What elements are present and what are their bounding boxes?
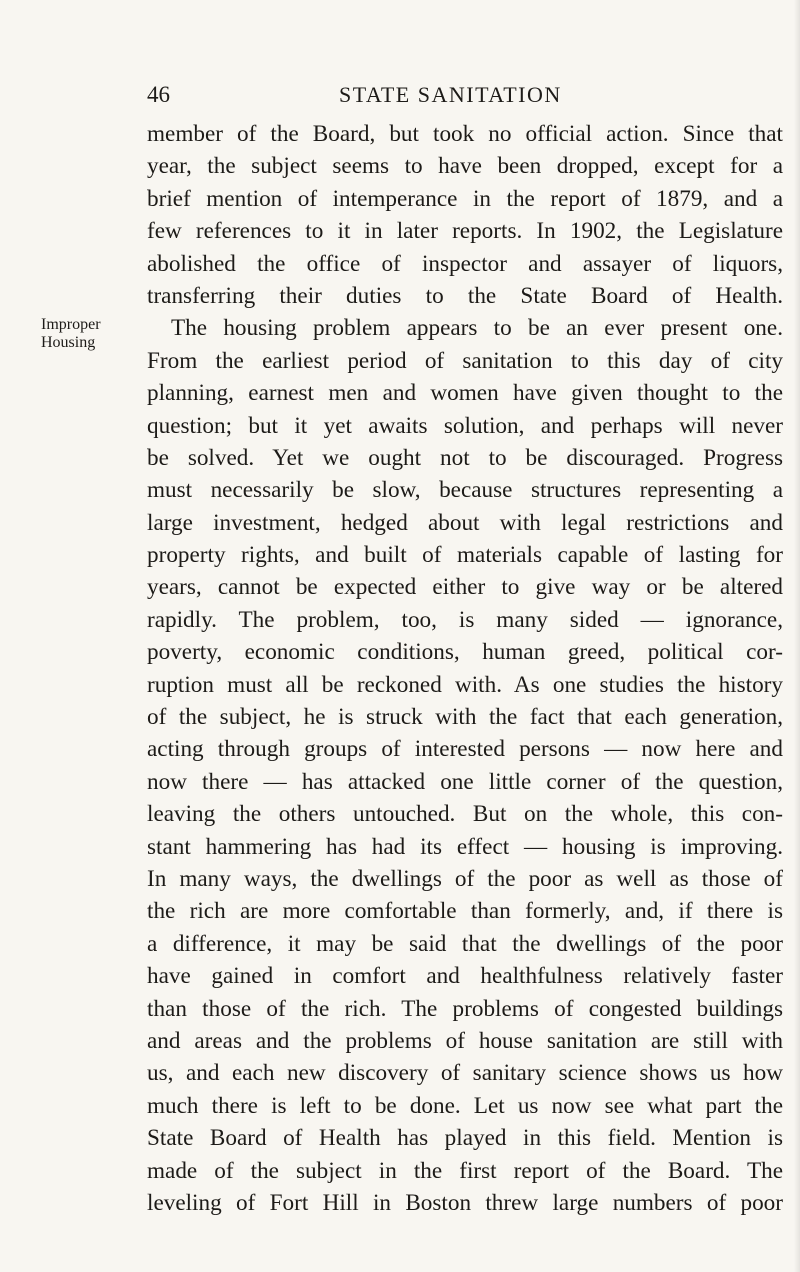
running-title: STATE SANITATION [339,82,562,107]
text-line: question; but it yet awaits solution, and perhaps will never [147,412,783,439]
text-line: planning, earnest men and women have given thought to the [147,380,783,407]
text-line: than those of the rich. The problems of congested buildings [147,995,783,1022]
text-line: large investment, hedged about with legal restrictions and [147,509,783,536]
page-number: 46 [147,82,170,107]
text-line: few references to it in later reports. In 1902, the Legislature [147,218,783,245]
page-edge-shadow [794,0,800,1272]
text-line: now there — has attacked one little corner of the question, [147,768,783,795]
text-line: made of the subject in the first report of the Board. The [147,1157,783,1184]
text-line: The housing problem appears to be an ever present one. [171,315,783,342]
text-line: a difference, it may be said that the dwellings of the poor [147,930,783,957]
text-line: From the earliest period of sanitation to this day of city [147,347,783,374]
running-head [147,77,575,113]
margin-note-line: Improper [41,316,101,333]
text-line: leaving the others untouched. But on the whole, this con- [147,801,783,828]
text-line: State Board of Health has played in this field. Mention is [147,1125,783,1152]
text-line: member of the Board, but took no official action. Since that [147,121,783,147]
text-line: abolished the office of inspector and assayer of liquors, [147,250,783,277]
text-line: brief mention of intemperance in the report of 1879, and a [147,185,783,212]
text-line: be solved. Yet we ought not to be discouraged. Progress [147,444,783,471]
text-line: ruption must all be reckoned with. As one studies the history [147,671,783,698]
text-line: poverty, economic conditions, human greed, political cor- [147,639,783,666]
text-line: years, cannot be expected either to give way or be altered [147,574,783,601]
text-line: property rights, and built of materials capable of lasting for [147,542,783,569]
text-line: must necessarily be slow, because structures representing a [147,477,783,504]
text-line: year, the subject seems to have been dropped, except for a [147,153,783,180]
text-line: us, and each new discovery of sanitary science shows us how [147,1060,783,1087]
margin-note-line: Housing [41,334,96,351]
text-line: the rich are more comfortable than formerly, and, if there is [147,898,783,925]
text-line: of the subject, he is struck with the fact that each generation, [147,704,783,731]
text-line: rapidly. The problem, too, is many sided — ignorance, [147,606,783,633]
margin-note [41,316,133,352]
text-line: have gained in comfort and healthfulness relatively faster [147,963,783,990]
text-line: transferring their duties to the State Board of Health. [147,282,783,309]
text-line: stant hammering has had its effect — housing is improving. [147,833,783,860]
text-line: leveling of Fort Hill in Boston threw large numbers of poor [147,1189,783,1216]
text-line: acting through groups of interested persons — now here and [147,736,783,763]
text-line: In many ways, the dwellings of the poor as well as those of [147,865,783,892]
text-line: and areas and the problems of house sanitation are still with [147,1027,783,1054]
body-text [147,118,783,1219]
text-line: much there is left to be done. Let us now see what part the [147,1092,783,1119]
